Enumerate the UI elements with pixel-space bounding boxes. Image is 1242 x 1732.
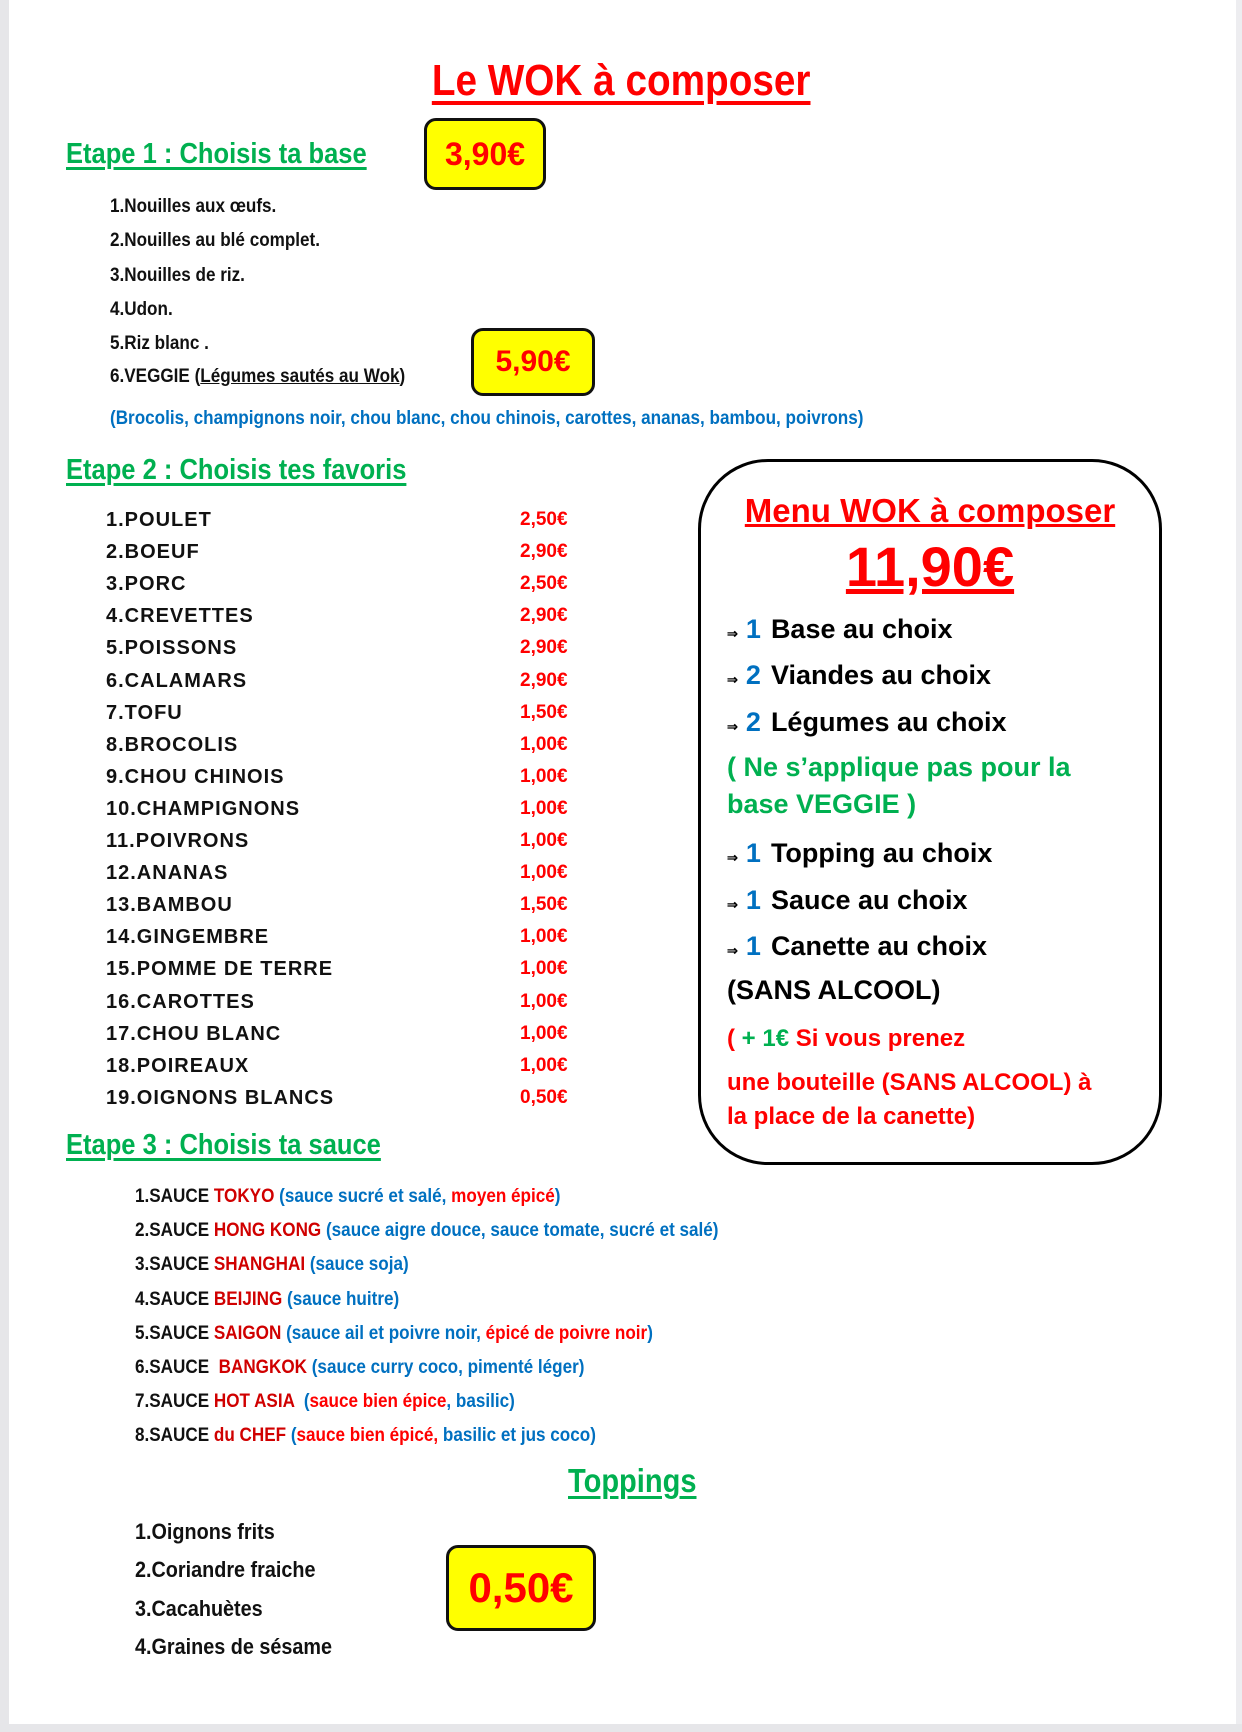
arrow-icon: ⇒ bbox=[727, 897, 738, 912]
veggie-price-badge bbox=[471, 328, 595, 396]
menu-extra-line3: la place de la canette) bbox=[727, 1103, 976, 1130]
menu-item-count: 1 bbox=[745, 614, 761, 644]
sauce-item bbox=[135, 1425, 596, 1447]
sauce-text-segment: SHANGHAI bbox=[213, 1254, 306, 1276]
menu-sans-alcool: (SANS ALCOOL) bbox=[727, 975, 941, 1005]
menu-item bbox=[727, 660, 991, 691]
menu-item bbox=[727, 885, 968, 916]
topping-item: 4.Graines de sésame bbox=[135, 1633, 333, 1659]
toppings-heading: Toppings bbox=[568, 1462, 697, 1499]
page-edge-bottom bbox=[0, 1724, 1242, 1732]
sauce-text-segment: 1.SAUCE bbox=[135, 1186, 214, 1207]
sauce-text-segment: ) bbox=[554, 1186, 561, 1207]
favorite-item-name: 3.PORC bbox=[106, 573, 187, 596]
menu-item-label: Viandes au choix bbox=[770, 660, 992, 690]
favorite-item-name: 10.CHAMPIGNONS bbox=[106, 797, 301, 820]
favorite-item-name: 15.POMME DE TERRE bbox=[106, 958, 334, 981]
menu-title: Menu WOK à composer bbox=[744, 492, 1116, 529]
favorite-item-name: 1.POULET bbox=[106, 509, 212, 531]
arrow-icon: ⇒ bbox=[727, 943, 738, 958]
menu-item-count: 1 bbox=[745, 885, 761, 915]
sauce-text-segment: 7.SAUCE bbox=[135, 1391, 214, 1413]
base-item: 3.Nouilles de riz. bbox=[110, 264, 245, 286]
favorite-item-name: 4.CREVETTES bbox=[106, 605, 254, 628]
sauce-item bbox=[135, 1391, 515, 1413]
favorite-item-name: 13.BAMBOU bbox=[106, 894, 233, 917]
favorite-item-price: 2,90€ bbox=[520, 541, 568, 563]
page-edge-right bbox=[1236, 0, 1242, 1732]
favorite-item-name: 2.BOEUF bbox=[106, 541, 200, 564]
favorite-item-name: 16.CAROTTES bbox=[106, 990, 255, 1013]
favorite-item-name: 19.OIGNONS BLANCS bbox=[106, 1086, 335, 1109]
base-item: 2.Nouilles au blé complet. bbox=[110, 230, 321, 252]
toppings-price-badge bbox=[446, 1545, 596, 1631]
sauce-item bbox=[135, 1357, 584, 1379]
etape3-heading: Etape 3 : Choisis ta sauce bbox=[66, 1129, 381, 1161]
sauce-text-segment: ( bbox=[286, 1425, 297, 1447]
arrow-icon: ⇒ bbox=[727, 719, 738, 734]
sauce-text-segment: (sauce huitre) bbox=[282, 1288, 400, 1310]
sauce-text-segment: 4.SAUCE bbox=[135, 1288, 214, 1310]
favorite-item-price: 1,00€ bbox=[520, 797, 568, 819]
favorite-item-name: 18.POIREAUX bbox=[106, 1054, 250, 1077]
menu-item bbox=[727, 838, 992, 869]
sauce-text-segment: du CHEF bbox=[213, 1425, 287, 1447]
favorite-item-price: 1,00€ bbox=[520, 862, 568, 884]
sauce-text-segment: moyen épicé bbox=[451, 1186, 555, 1207]
favorite-item-price: 1,00€ bbox=[520, 765, 568, 787]
menu-item-label: Base au choix bbox=[770, 614, 953, 644]
sauce-text-segment: (sauce aigre douce, sauce tomate, sucré et salé) bbox=[321, 1220, 719, 1242]
favorite-item-price: 1,00€ bbox=[520, 958, 568, 980]
menu-item bbox=[727, 931, 987, 962]
sauce-text-segment: (sauce sucré et salé, bbox=[274, 1186, 452, 1207]
sauce-text-segment: (sauce soja) bbox=[305, 1254, 409, 1276]
veggie-underlined: Légumes sautés au Wok bbox=[200, 366, 400, 387]
base-item: 4.Udon. bbox=[110, 298, 173, 320]
menu-item-label: Légumes au choix bbox=[770, 707, 1007, 737]
favorite-item-price: 1,00€ bbox=[520, 733, 568, 755]
menu-item bbox=[727, 614, 953, 645]
favorite-item-price: 2,90€ bbox=[520, 605, 568, 627]
menu-item-count: 1 bbox=[745, 931, 761, 961]
menu-box bbox=[698, 459, 1162, 1165]
sauce-text-segment: HONG KONG bbox=[213, 1220, 322, 1242]
arrow-icon: ⇒ bbox=[727, 672, 738, 687]
veggie-note: (Brocolis, champignons noir, chou blanc, chou chinois, carottes, ananas, bambou, poivrons) bbox=[110, 408, 864, 429]
favorite-item-name: 9.CHOU CHINOIS bbox=[106, 765, 285, 788]
favorite-item-name: 5.POISSONS bbox=[106, 637, 238, 660]
menu-extra-line1 bbox=[727, 1025, 965, 1053]
sauce-text-segment: 5.SAUCE bbox=[135, 1322, 214, 1344]
menu-extra-line2: une bouteille (SANS ALCOOL) à bbox=[727, 1069, 1092, 1096]
sauce-text-segment: épicé de poivre noir bbox=[485, 1322, 648, 1344]
sauce-text-segment: 3.SAUCE bbox=[135, 1254, 214, 1276]
menu-note-line1: ( Ne s’applique pas pour la bbox=[727, 752, 1071, 782]
favorite-item-price: 1,00€ bbox=[520, 926, 568, 948]
sauce-text-segment: HOT ASIA bbox=[213, 1391, 300, 1413]
arrow-icon: ⇒ bbox=[727, 850, 738, 865]
favorite-item-price: 2,50€ bbox=[520, 573, 568, 595]
sauce-text-segment: TOKYO bbox=[213, 1186, 275, 1207]
favorite-item-name: 7.TOFU bbox=[106, 701, 183, 724]
sauce-item bbox=[135, 1220, 719, 1242]
sauce-text-segment: (sauce curry coco, pimenté léger) bbox=[306, 1357, 585, 1378]
menu-item-count: 2 bbox=[745, 660, 761, 690]
extra-open: ( bbox=[727, 1025, 742, 1052]
etape1-heading: Etape 1 : Choisis ta base bbox=[66, 138, 367, 170]
veggie-suffix: ) bbox=[399, 366, 406, 387]
veggie-prefix: 6.VEGGIE ( bbox=[110, 366, 201, 387]
sauce-text-segment: (sauce ail et poivre noir, bbox=[281, 1322, 486, 1344]
menu-note-line2: base VEGGIE ) bbox=[727, 789, 917, 819]
veggie-price: 5,90€ bbox=[495, 345, 571, 378]
sauce-text-segment: ( bbox=[299, 1391, 310, 1413]
sauce-item bbox=[135, 1186, 560, 1208]
sauce-text-segment: basilic et jus coco) bbox=[438, 1425, 596, 1447]
topping-item: 3.Cacahuètes bbox=[135, 1595, 263, 1621]
menu-item-count: 2 bbox=[745, 707, 761, 737]
toppings-price: 0,50€ bbox=[468, 1564, 574, 1611]
favorite-item-name: 17.CHOU BLANC bbox=[106, 1022, 282, 1045]
favorite-item-price: 1,00€ bbox=[520, 1054, 568, 1076]
sauce-text-segment: BANGKOK bbox=[218, 1357, 307, 1378]
menu-item-label: Canette au choix bbox=[770, 931, 987, 961]
page-title-text: Le WOK à composer bbox=[431, 56, 811, 105]
base-item: 1.Nouilles aux œufs. bbox=[110, 196, 277, 217]
page-edge-left bbox=[0, 0, 9, 1732]
favorite-item-name: 12.ANANAS bbox=[106, 862, 229, 885]
sauce-text-segment: 6.SAUCE bbox=[135, 1357, 219, 1378]
favorite-item-price: 1,00€ bbox=[520, 1022, 568, 1044]
topping-item: 2.Coriandre fraiche bbox=[135, 1557, 316, 1583]
favorite-item-price: 2,90€ bbox=[520, 669, 568, 691]
sauce-item bbox=[135, 1289, 399, 1311]
sauce-text-segment: 2.SAUCE bbox=[135, 1220, 214, 1242]
sauce-text-segment: SAIGON bbox=[213, 1322, 282, 1344]
favorite-item-name: 8.BROCOLIS bbox=[106, 733, 239, 756]
base-price-badge bbox=[424, 118, 546, 190]
sauce-text-segment: sauce bien épicé, bbox=[296, 1425, 439, 1447]
etape2-heading: Etape 2 : Choisis tes favoris bbox=[66, 454, 407, 486]
favorite-item-name: 6.CALAMARS bbox=[106, 669, 248, 692]
base-item-veggie bbox=[110, 366, 405, 388]
sauce-text-segment: sauce bien épice bbox=[309, 1391, 447, 1413]
sauce-text-segment: 8.SAUCE bbox=[135, 1425, 214, 1447]
base-price: 3,90€ bbox=[444, 135, 526, 172]
favorite-item-price: 1,00€ bbox=[520, 990, 568, 1012]
sauce-item bbox=[135, 1323, 653, 1345]
arrow-icon: ⇒ bbox=[727, 626, 738, 641]
favorite-item-price: 2,50€ bbox=[520, 509, 568, 530]
sauce-text-segment: , basilic) bbox=[446, 1391, 515, 1413]
extra-text: Si vous prenez bbox=[789, 1025, 966, 1052]
menu-item-label: Topping au choix bbox=[770, 838, 993, 868]
menu-item-count: 1 bbox=[745, 838, 761, 868]
favorite-item-name: 11.POIVRONS bbox=[106, 830, 250, 852]
menu-item bbox=[727, 707, 1007, 738]
sauce-text-segment: ) bbox=[647, 1322, 653, 1344]
favorite-item-name: 14.GINGEMBRE bbox=[106, 926, 270, 949]
topping-item: 1.Oignons frits bbox=[135, 1519, 275, 1544]
favorite-item-price: 1,50€ bbox=[520, 894, 568, 916]
extra-price: + 1€ bbox=[741, 1025, 790, 1052]
favorite-item-price: 0,50€ bbox=[520, 1086, 568, 1108]
favorite-item-price: 1,00€ bbox=[520, 830, 568, 851]
base-item: 5.Riz blanc . bbox=[110, 333, 209, 355]
menu-price: 11,90€ bbox=[845, 535, 1015, 598]
sauce-item bbox=[135, 1254, 409, 1276]
sauce-text-segment: BEIJING bbox=[213, 1288, 283, 1310]
favorite-item-price: 1,50€ bbox=[520, 701, 568, 723]
page-title bbox=[0, 56, 1242, 106]
favorite-item-price: 2,90€ bbox=[520, 637, 568, 659]
menu-item-label: Sauce au choix bbox=[770, 885, 968, 915]
